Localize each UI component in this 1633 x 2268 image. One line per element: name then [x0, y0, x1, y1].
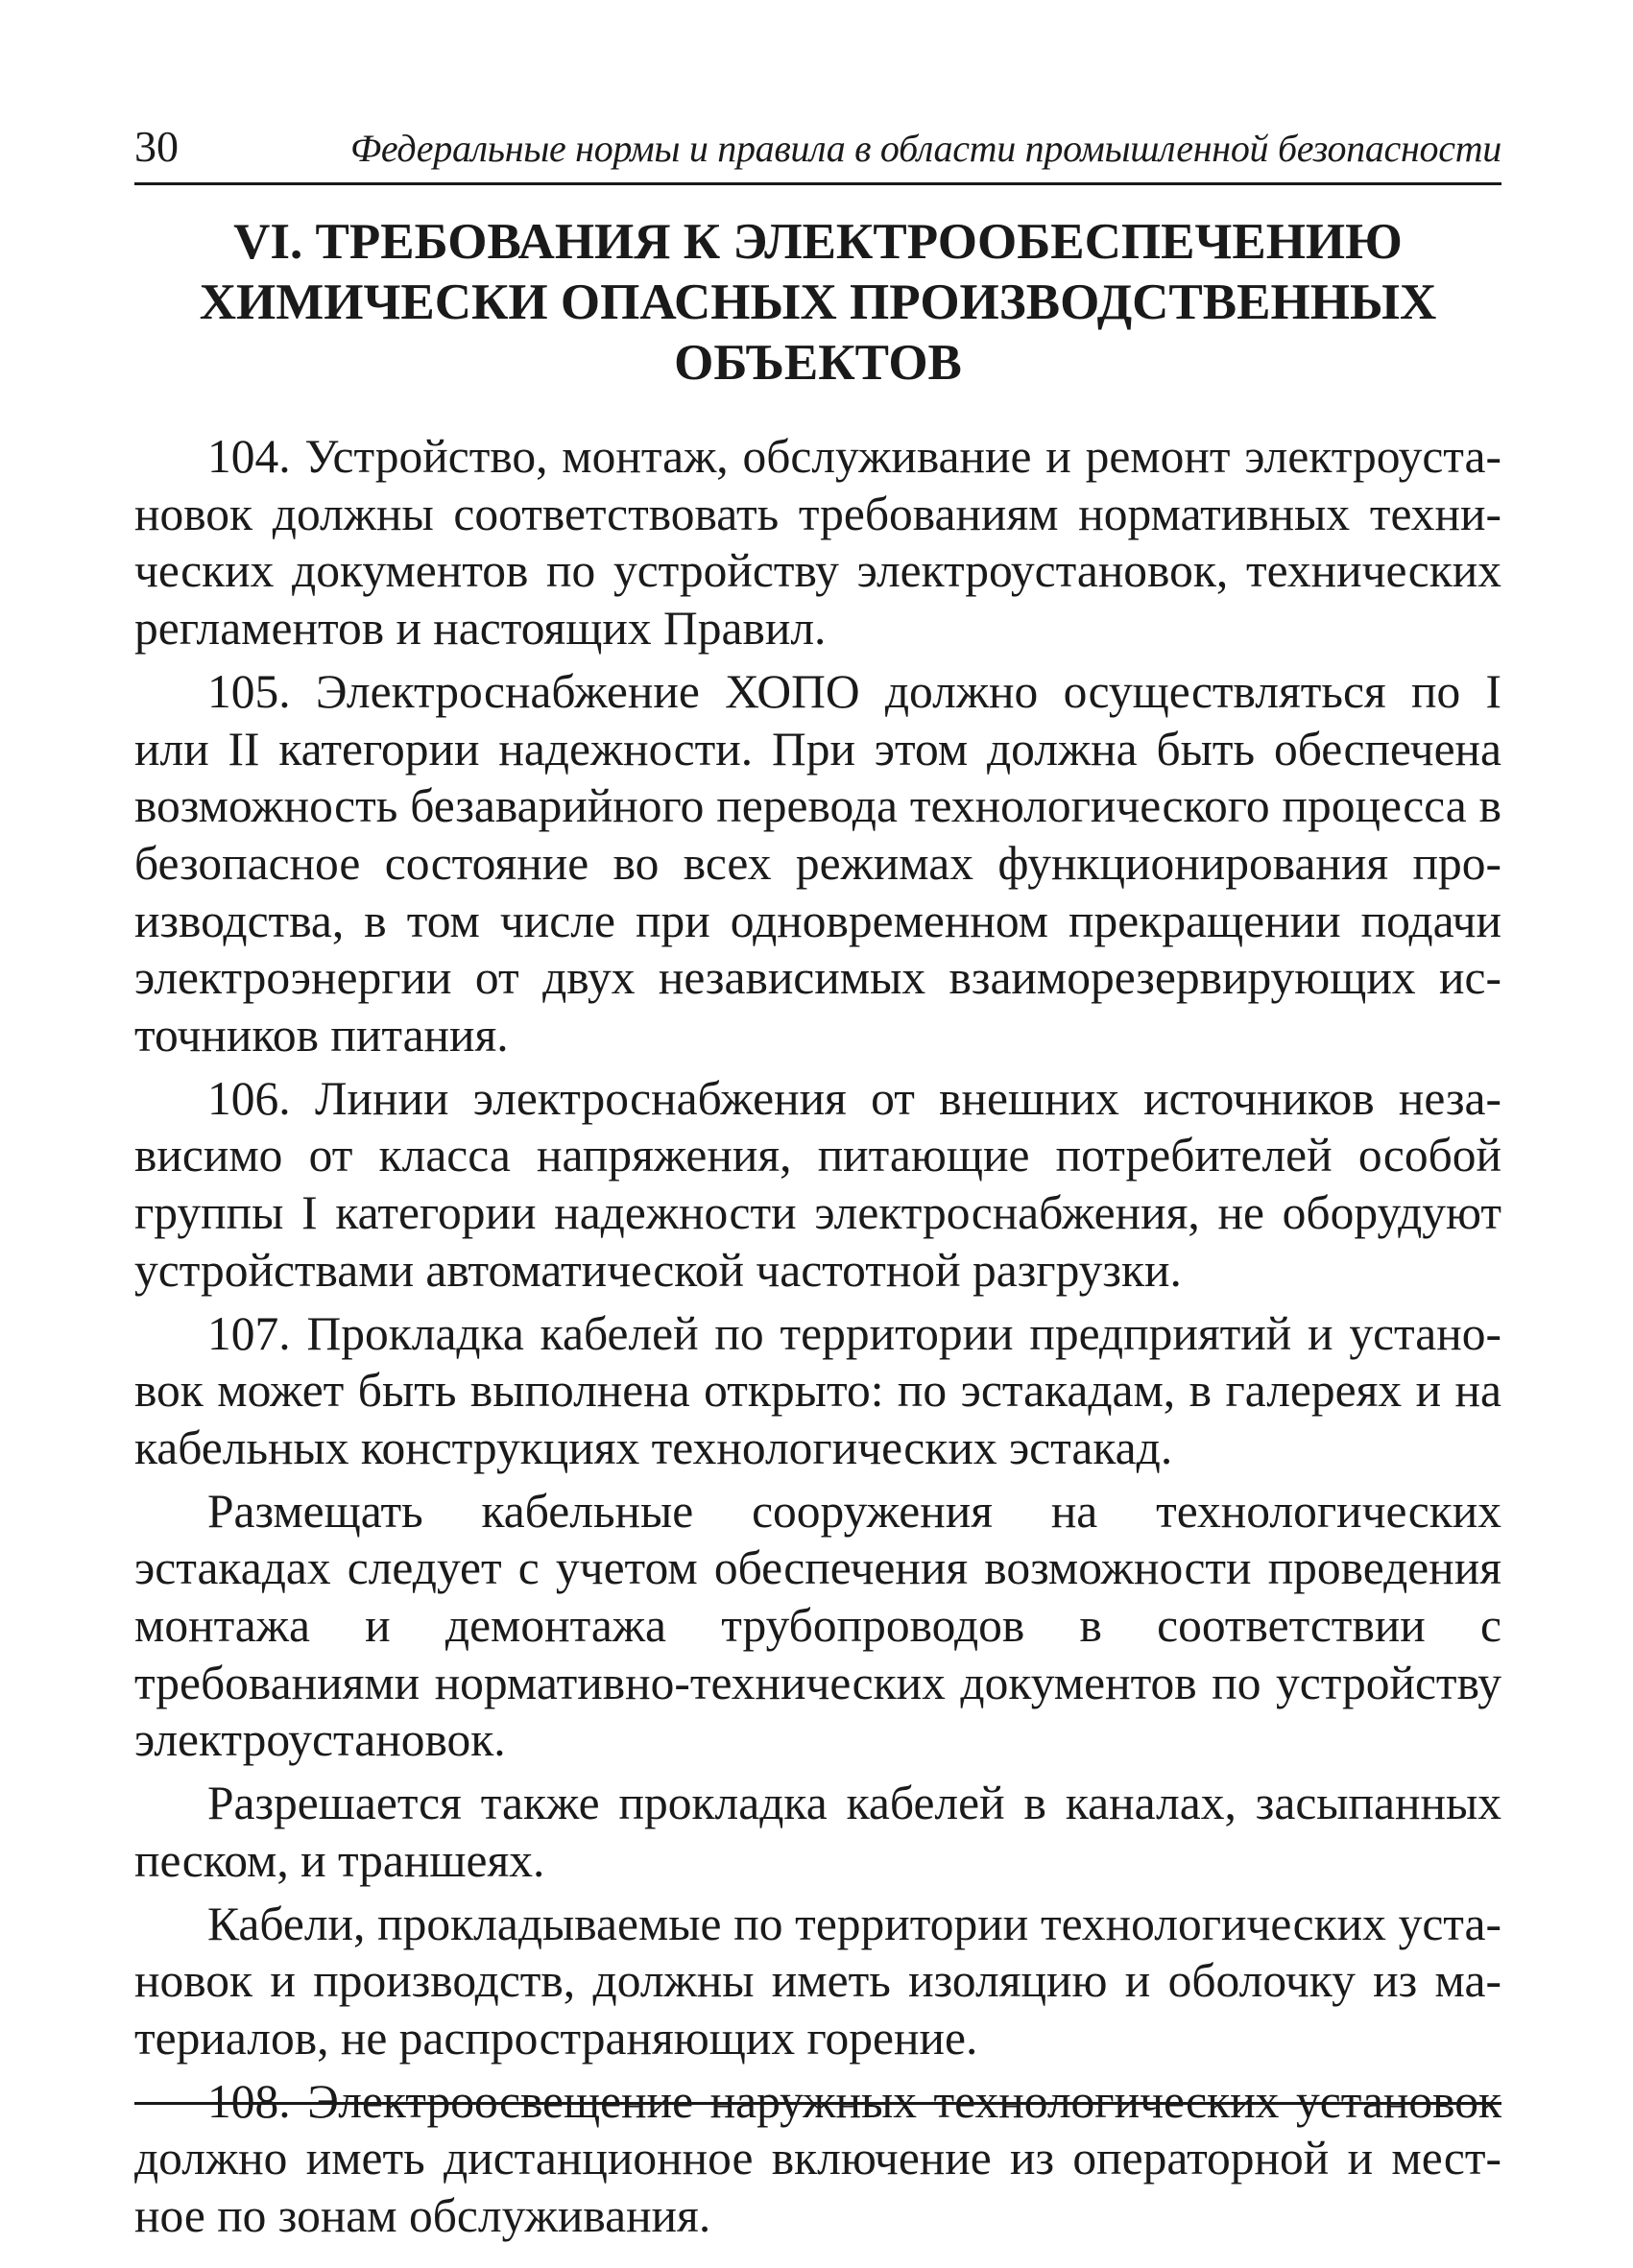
- document-page: [134, 121, 1501, 2251]
- section-title: [134, 212, 1501, 394]
- footer-rule: [134, 2102, 1501, 2105]
- running-header: [134, 121, 1501, 185]
- paragraph-105: 105. Электроснабжение ХОПО должно осуществляться по I или II категории надежности. При этом должна быть обеспечена возможность безаварийного перевода технологического процесса в безопасное состояние во всех режимах функционирования производства, в том числе при одновременном прекращении подачи электроэнергии от двух независимых взаиморезервирующих источников питания.: [134, 664, 1501, 1062]
- paragraph-107: 107. Прокладка кабелей по территории предприятий и установок может быть выполнена открыто: по эстакадам, в галереях и на кабельных конструкциях технологических эстакад.: [134, 1306, 1501, 1474]
- section-title-line: ХИМИЧЕСКИ ОПАСНЫХ ПРОИЗВОДСТВЕННЫХ: [199, 275, 1437, 330]
- paragraph-104: 104. Устройство, монтаж, обслуживание и ремонт электроустановок должны соответствовать требованиям нормативных технических документов по устройству электроустановок, технических регламентов и настоящих Правил.: [134, 430, 1501, 656]
- paragraph-106: 106. Линии электроснабжения от внешних источников независимо от класса напряжения, питающие потребителей особой группы I категории надежности электроснабжения, не оборудуют устройствами автоматической частотной разгрузки.: [134, 1071, 1501, 1297]
- body-text: [134, 428, 1501, 2245]
- paragraph-107-channels: Разрешается также прокладка кабелей в каналах, засыпанных песком, и траншеях.: [134, 1777, 1501, 1887]
- page-number: 30: [134, 122, 179, 171]
- section-title-line: ОБЪЕКТОВ: [674, 335, 962, 391]
- section-title-line: VI. ТРЕБОВАНИЯ К ЭЛЕКТРООБЕСПЕЧЕНИЮ: [233, 214, 1403, 270]
- running-title: Федеральные нормы и правила в области промышленной безопасности: [350, 127, 1501, 170]
- paragraph-107-insulation: Кабели, прокладываемые по территории технологических установок и производств, должны иметь изоляцию и оболочку из материалов, не распространяющих горение.: [134, 1897, 1501, 2065]
- paragraph-108: 108. Электроосвещение наружных технологических установок должно иметь дистанционное включение из операторной и местное по зонам обслуживания.: [134, 2074, 1501, 2243]
- paragraph-107-cable-structures: Размещать кабельные сооружения на технологических эстакадах следует с учетом обеспечения возможности проведения монтажа и демонтажа трубопроводов в соответствии с требованиями нормативно-технических документов по устройству электроустановок.: [134, 1484, 1501, 1767]
